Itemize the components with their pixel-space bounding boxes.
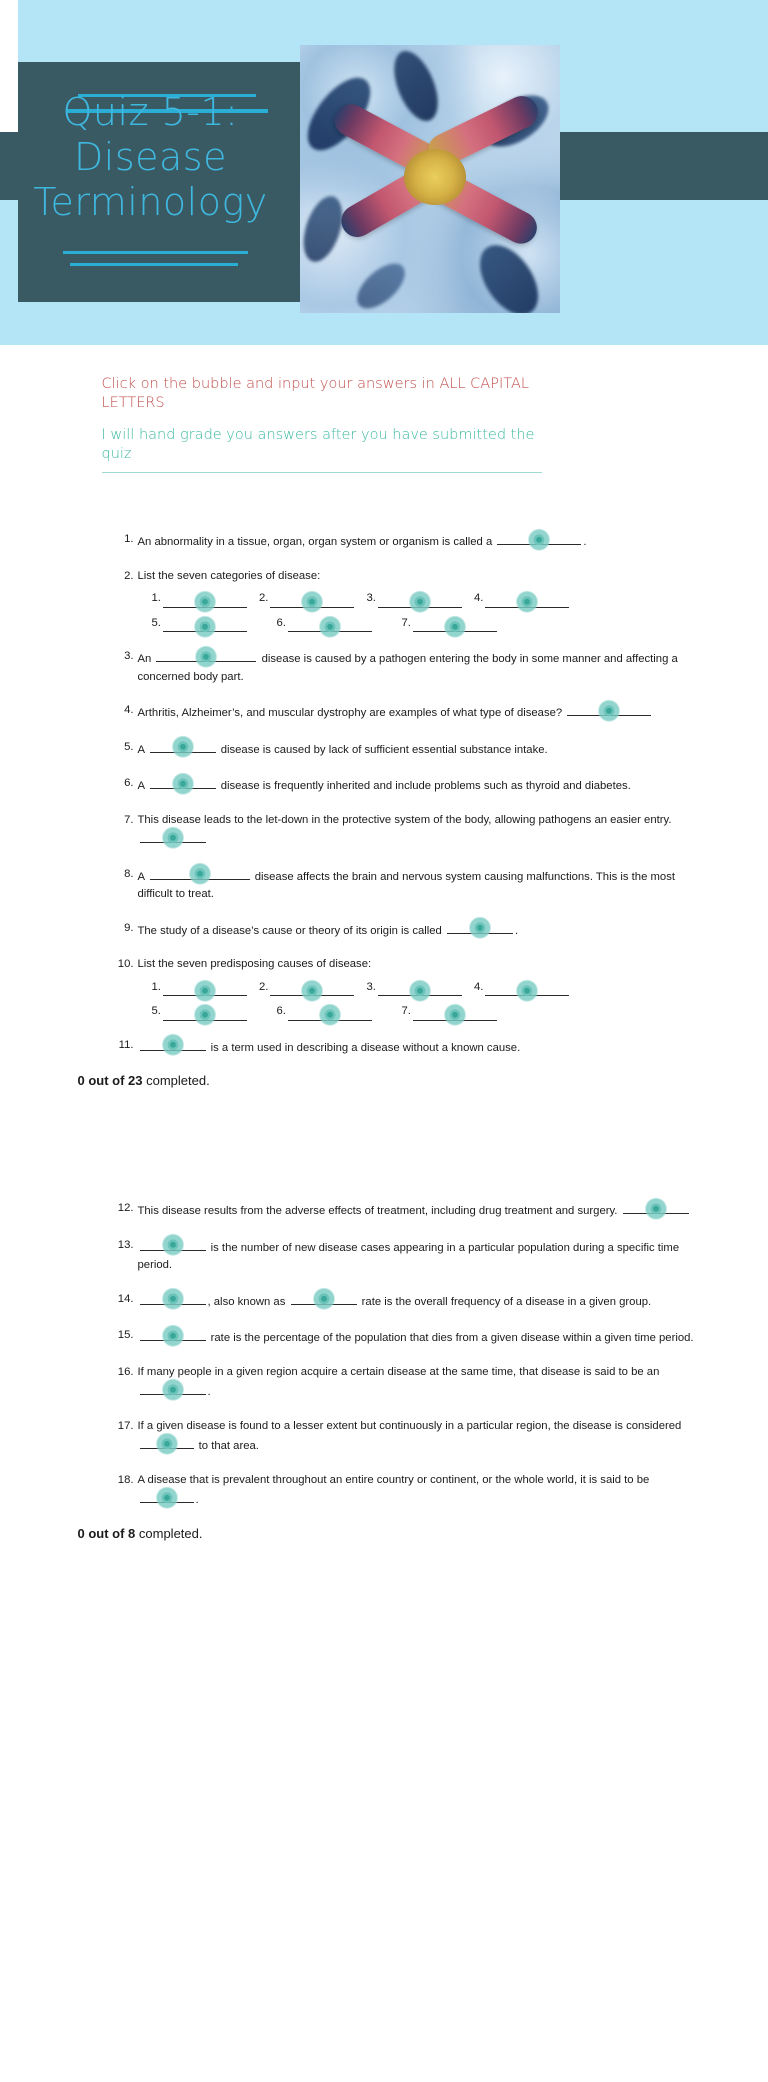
progress-status-1	[78, 1073, 697, 1088]
answer-blank[interactable]	[150, 739, 216, 753]
answer-blank[interactable]	[567, 702, 651, 716]
answer-blank[interactable]	[140, 1037, 206, 1051]
sub-answer-number: 4.	[474, 980, 484, 993]
question-text	[138, 925, 519, 937]
question-item	[116, 1291, 697, 1312]
sub-answer-grid	[152, 979, 582, 1021]
answer-bubble-icon[interactable]	[194, 591, 216, 613]
sub-answer-item	[259, 979, 358, 997]
answer-bubble-icon[interactable]	[162, 1324, 184, 1346]
question-text-fragment: The study of a disease’s cause or theory of its origin is called	[137, 924, 445, 937]
answer-bubble-icon[interactable]	[172, 736, 194, 758]
sub-answer-item	[367, 979, 466, 997]
question-list-1	[90, 531, 697, 1057]
answer-bubble-icon[interactable]	[162, 1234, 184, 1256]
sub-answer-row	[152, 979, 582, 997]
sub-answer-item	[402, 1003, 518, 1021]
question-text-fragment: .	[195, 1494, 199, 1506]
question-item	[116, 1037, 697, 1058]
page-title	[0, 90, 301, 225]
chromosome-image	[300, 45, 560, 313]
answer-blank[interactable]	[413, 618, 497, 632]
sub-answer-number: 2.	[259, 592, 269, 604]
sub-answer-item	[152, 1003, 268, 1021]
answer-bubble-icon[interactable]	[444, 615, 466, 637]
answer-bubble-icon[interactable]	[516, 979, 538, 1001]
question-text-fragment: Arthritis, Alzheimer’s, and muscular dystrophy are examples of what type of disease?	[137, 707, 566, 719]
question-text-fragment: An abnormality in a tissue, organ, organ system or organism is called a	[137, 536, 496, 548]
answer-bubble-icon[interactable]	[162, 1034, 184, 1056]
answer-blank[interactable]	[150, 775, 216, 789]
answer-blank[interactable]	[378, 594, 462, 608]
answer-bubble-icon[interactable]	[528, 528, 550, 550]
question-text-fragment: An	[137, 653, 155, 665]
question-text-fragment: This disease results from the adverse effects of treatment, including drug treatment and surgery.	[137, 1205, 621, 1217]
answer-blank[interactable]	[163, 1007, 247, 1021]
question-text	[138, 1420, 682, 1453]
question-list-2	[90, 1200, 697, 1510]
answer-blank[interactable]	[413, 1007, 497, 1021]
question-section-2	[77, 1200, 697, 1541]
instruction-red: Click on the bubble and input your answers in ALL CAPITAL LETTERS	[101, 376, 529, 411]
sub-answer-number: 5.	[151, 1005, 161, 1017]
answer-blank[interactable]	[150, 866, 250, 880]
question-item	[116, 568, 697, 633]
question-text-fragment: is the number of new disease cases appearing in a particular population during a specific time period.	[137, 1241, 680, 1271]
question-text	[138, 814, 672, 847]
progress-suffix-2: completed.	[135, 1525, 203, 1541]
title-rule-bottom-2	[70, 263, 238, 266]
answer-bubble-icon[interactable]	[156, 1486, 178, 1508]
question-item	[116, 739, 697, 760]
progress-count-1: 0 out of 23	[77, 1073, 143, 1088]
question-text-fragment: to that area.	[195, 1440, 259, 1452]
question-text-fragment: , also known as	[207, 1295, 289, 1308]
question-item	[116, 1364, 697, 1402]
answer-bubble-icon[interactable]	[156, 1432, 178, 1454]
answer-blank[interactable]	[163, 594, 247, 608]
answer-bubble-icon[interactable]	[162, 1378, 184, 1400]
question-text-fragment: A	[137, 743, 148, 756]
question-text	[138, 1474, 650, 1507]
question-text-fragment: This disease leads to the let-down in the protective system of the body, allowing pathogens an easier entry.	[137, 813, 672, 826]
question-text	[138, 1332, 694, 1344]
question-section-1	[77, 531, 697, 1088]
answer-bubble-icon[interactable]	[409, 979, 431, 1001]
question-item	[116, 866, 697, 904]
progress-count-2: 0 out of 8	[77, 1525, 136, 1541]
answer-blank[interactable]	[163, 618, 247, 632]
sub-answer-number: 6.	[276, 1005, 286, 1017]
question-item	[116, 956, 697, 1021]
answer-blank[interactable]	[270, 982, 354, 996]
answer-blank[interactable]	[163, 982, 247, 996]
question-text-fragment: List the seven predisposing causes of disease:	[137, 958, 372, 970]
sub-answer-number: 6.	[276, 616, 286, 629]
sub-answer-item	[402, 615, 518, 633]
sub-answer-number: 3.	[366, 980, 376, 993]
question-text-fragment: .	[514, 924, 519, 937]
sub-answer-number: 5.	[151, 616, 161, 629]
question-text-fragment: A disease that is prevalent throughout an entire country or continent, or the whole world, it is said to be	[137, 1473, 650, 1486]
sub-answer-item	[367, 590, 466, 608]
sub-answer-number: 7.	[401, 616, 411, 629]
answer-bubble-icon[interactable]	[194, 979, 216, 1001]
title-line-1: Quiz 5-1:	[62, 90, 239, 134]
sub-answer-number: 1.	[151, 980, 161, 993]
answer-blank[interactable]	[270, 594, 354, 608]
sub-answer-number: 3.	[366, 592, 376, 604]
question-text	[138, 1296, 652, 1308]
question-text-fragment: disease affects the brain and nervous system causing malfunctions. This is the most difficult to treat.	[137, 870, 675, 900]
question-item	[116, 775, 697, 796]
answer-bubble-icon[interactable]	[319, 1004, 341, 1026]
question-text	[138, 780, 631, 792]
question-text-fragment: A	[137, 870, 148, 883]
answer-blank[interactable]	[140, 1327, 206, 1341]
answer-blank[interactable]	[447, 920, 513, 934]
sub-answer-number: 1.	[151, 592, 161, 604]
sub-answer-item	[474, 590, 573, 608]
answer-blank[interactable]	[497, 531, 581, 545]
question-item	[116, 1237, 697, 1275]
answer-blank[interactable]	[156, 648, 256, 662]
question-text	[138, 958, 372, 970]
answer-blank[interactable]	[485, 982, 569, 996]
instruction-green: I will hand grade you answers after you have submitted the quiz	[101, 427, 535, 462]
question-text	[138, 653, 678, 683]
answer-bubble-icon[interactable]	[598, 699, 620, 721]
answer-bubble-icon[interactable]	[194, 1004, 216, 1026]
progress-suffix-1: completed.	[142, 1073, 210, 1088]
sub-answer-item	[474, 979, 573, 997]
instruction-divider	[102, 472, 542, 473]
answer-blank[interactable]	[485, 594, 569, 608]
answer-blank[interactable]	[623, 1200, 689, 1214]
answer-blank[interactable]	[140, 1435, 194, 1449]
answer-bubble-icon[interactable]	[319, 615, 341, 637]
title-line-3: Terminology	[33, 180, 268, 224]
answer-blank[interactable]	[140, 1489, 194, 1503]
answer-bubble-icon[interactable]	[172, 772, 194, 794]
title-line-2: Disease	[74, 135, 227, 179]
answer-bubble-icon[interactable]	[301, 591, 323, 613]
question-item	[116, 1200, 697, 1221]
answer-bubble-icon[interactable]	[444, 1004, 466, 1026]
title-rule-bottom-1	[63, 251, 248, 254]
question-text-fragment: .	[207, 1386, 211, 1398]
answer-blank[interactable]	[288, 1007, 372, 1021]
question-item	[116, 648, 697, 686]
answer-bubble-icon[interactable]	[195, 645, 217, 667]
answer-blank[interactable]	[288, 618, 372, 632]
answer-bubble-icon[interactable]	[162, 1288, 184, 1310]
question-item	[116, 531, 697, 552]
question-text-fragment: If a given disease is found to a lesser extent but continuously in a particular region, the disease is considered	[137, 1419, 682, 1432]
question-item	[116, 1418, 697, 1456]
sub-answer-row	[152, 1003, 582, 1021]
question-text	[138, 1366, 660, 1399]
question-text-fragment: .	[583, 536, 587, 548]
question-text-fragment: rate is the overall frequency of a disease in a given group.	[358, 1295, 652, 1308]
answer-bubble-icon[interactable]	[162, 826, 184, 848]
question-text	[138, 871, 676, 901]
answer-blank[interactable]	[140, 829, 206, 843]
question-text	[138, 1242, 680, 1272]
sub-answer-item	[277, 1003, 393, 1021]
sub-answer-number: 7.	[401, 1005, 411, 1017]
question-text-fragment: If many people in a given region acquire a certain disease at the same time, that disease is said to be an	[137, 1365, 660, 1378]
answer-bubble-icon[interactable]	[469, 917, 491, 939]
question-text-fragment: A	[137, 780, 148, 792]
sub-answer-item	[277, 615, 393, 633]
sub-answer-row	[152, 590, 582, 608]
question-item	[116, 812, 697, 850]
question-text	[138, 570, 321, 582]
answer-blank[interactable]	[291, 1291, 357, 1305]
answer-bubble-icon[interactable]	[301, 979, 323, 1001]
quiz-sheet	[32, 345, 737, 1617]
answer-bubble-icon[interactable]	[409, 591, 431, 613]
sub-answer-number: 4.	[474, 592, 484, 604]
answer-bubble-icon[interactable]	[645, 1197, 667, 1219]
question-text-fragment: List the seven categories of disease:	[137, 569, 321, 582]
question-text	[138, 744, 548, 756]
question-item	[116, 702, 697, 723]
answer-bubble-icon[interactable]	[313, 1288, 335, 1310]
question-text	[138, 707, 654, 719]
sub-answer-item	[259, 590, 358, 608]
question-text-fragment: disease is caused by lack of sufficient essential substance intake.	[217, 743, 548, 756]
sub-answer-row	[152, 615, 582, 633]
sub-answer-item	[152, 615, 268, 633]
question-text-fragment: disease is caused by a pathogen entering the body in some manner and affecting a concerned body part.	[137, 653, 678, 683]
question-text	[138, 1042, 521, 1054]
sub-answer-number: 2.	[259, 980, 269, 993]
answer-blank[interactable]	[140, 1291, 206, 1305]
question-text-fragment: rate is the percentage of the population that dies from a given disease within a given time period.	[207, 1332, 694, 1344]
answer-blank[interactable]	[140, 1381, 206, 1395]
sub-answer-item	[152, 590, 251, 608]
answer-bubble-icon[interactable]	[516, 591, 538, 613]
answer-bubble-icon[interactable]	[189, 863, 211, 885]
question-item	[116, 1327, 697, 1348]
answer-blank[interactable]	[140, 1237, 206, 1251]
sub-answer-item	[152, 979, 251, 997]
progress-status-2	[78, 1526, 697, 1541]
answer-blank[interactable]	[378, 982, 462, 996]
question-text-fragment: disease is frequently inherited and include problems such as thyroid and diabetes.	[217, 780, 631, 792]
question-text	[138, 536, 587, 548]
question-text	[138, 1205, 691, 1217]
page-banner	[0, 0, 768, 345]
question-item	[116, 920, 697, 941]
sub-answer-grid	[152, 590, 582, 632]
question-item	[116, 1472, 697, 1510]
answer-bubble-icon[interactable]	[194, 615, 216, 637]
question-text-fragment: is a term used in describing a disease without a known cause.	[207, 1041, 521, 1054]
